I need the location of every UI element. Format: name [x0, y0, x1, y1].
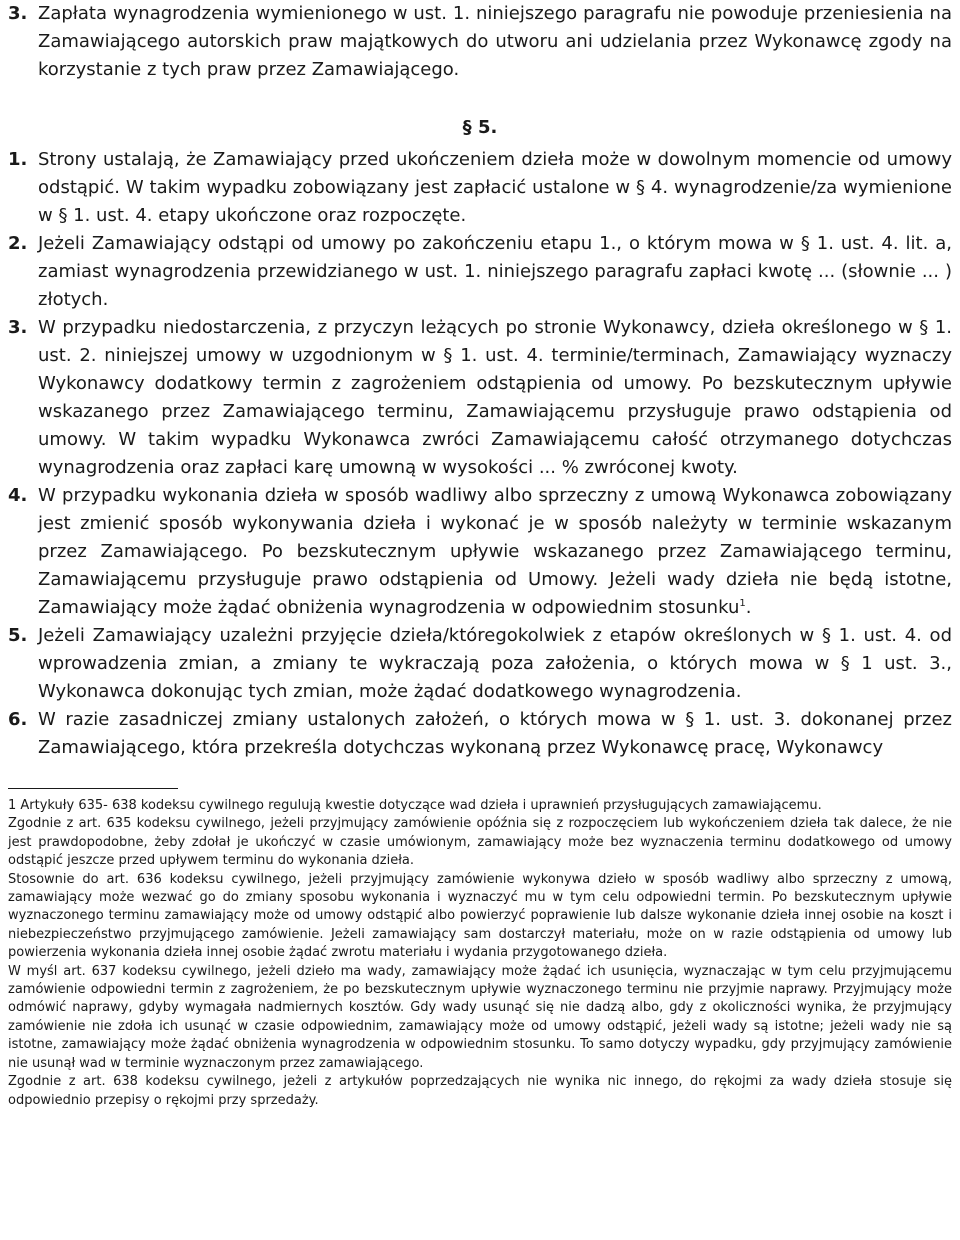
paragraph-text: Jeżeli Zamawiający odstąpi od umowy po zakończeniu etapu 1., o którym mowa w § 1. ust. 4. lit. a, zamiast wynagrodzenia przewidzianego w ust. 1. niniejszego paragrafu zapłaci kwotę ... (słownie ... ) złotych. [38, 233, 952, 310]
footnote-art-636: Stosownie do art. 636 kodeksu cywilnego, jeżeli przyjmujący zamówienie wykonywa dzieło w sposób wadliwy albo sprzeczny z umową, zamawiający może wezwać go do zmiany sposobu wykonania i wyznaczyć mu w tym celu odpowiedni termin. Po bezskutecznym upływie wyznaczonego terminu zamawiający może od umowy odstąpić albo powierzyć poprawienie lub dalsze wykonanie dzieła innej osobie na koszt i niebezpieczeństwo przyjmującego zamówienie. Jeżeli zamawiający sam dostarczył materiału, może on w razie odstąpienia od umowy lub powierzenia wykonania dzieła innej osobie żądać zwrotu materiału i wydania przygotowanego dzieła. [8, 871, 952, 961]
section-paragraph-2 [8, 230, 952, 314]
paragraph-number: 2. [8, 233, 28, 254]
section-heading: § 5. [462, 117, 498, 138]
paragraph-text-wrapper [38, 482, 952, 622]
paragraph-text: W razie zasadniczej zmiany ustalonych założeń, o których mowa w § 1. ust. 3. dokonanej przez Zamawiającego, która przekreśla dotychczas wykonaną przez Wykonawcę pracę, Wykonawcy [38, 709, 952, 758]
footnotes [8, 797, 952, 1110]
paragraph-text: Strony ustalają, że Zamawiający przed ukończeniem dzieła może w dowolnym momencie od umowy odstąpić. W takim wypadku zobowiązany jest zapłacić ustalone w § 4. wynagrodzenie/za wymienione w § 1. ust. 4. etapy ukończone oraz rozpoczęte. [38, 149, 952, 226]
paragraph-3-payment [8, 0, 952, 84]
paragraph-number: 4. [8, 485, 28, 506]
paragraph-number: 1. [8, 149, 28, 170]
paragraph-number: 6. [8, 709, 28, 730]
section-paragraph-4 [8, 482, 952, 622]
footnote-art-635: Zgodnie z art. 635 kodeksu cywilnego, jeżeli przyjmujący zamówienie opóźnia się z rozpoczęciem lub wykończeniem dzieła tak dalece, że nie jest prawdopodobne, żeby zdołał je ukończyć w czasie umówionym, zamawiający może bez wyznaczenia terminu dodatkowego od umowy odstąpić jeszcze przed upływem terminu do wykonania dzieła. [8, 816, 952, 869]
section-paragraph-6 [8, 706, 952, 762]
paragraph-number: 3. [8, 3, 28, 24]
paragraph-number: 5. [8, 625, 28, 646]
footnote-1: 1 Artykuły 635- 638 kodeksu cywilnego regulują kwestie dotyczące wad dzieła i uprawnień przysługujących zamawiającemu. [8, 798, 822, 813]
paragraph-end-punctuation: . [745, 597, 752, 618]
paragraph-number: 3. [8, 317, 28, 338]
paragraph-text: Zapłata wynagrodzenia wymienionego w ust. 1. niniejszego paragrafu nie powoduje przeniesienia na Zamawiającego autorskich praw majątkowych do utworu ani udzielania przez Wykonawcę zgody na korzystanie z tych praw przez Zamawiającego. [38, 3, 952, 80]
section-paragraph-3 [8, 314, 952, 482]
main-text [8, 0, 952, 762]
paragraph-text: W przypadku wykonania dzieła w sposób wadliwy albo sprzeczny z umową Wykonawca zobowiązany jest zmienić sposób wykonywania dzieła i wykonać je w sposób należyty w terminie wskazanym przez Zamawiającego. Po bezskutecznym upływie wskazanego przez Zamawiającego terminu, Zamawiającemu przysługuje prawo odstąpienia od Umowy. Jeżeli wady dzieła nie będą istotne, Zamawiający może żądać obniżenia wynagrodzenia w odpowiednim stosunku [38, 485, 952, 618]
footnote-reference[interactable]: 1 [739, 598, 746, 609]
footnote-art-637: W myśl art. 637 kodeksu cywilnego, jeżeli dzieło ma wady, zamawiający może żądać ich usunięcia, wyznaczając w tym celu przyjmującemu zamówienie odpowiedni termin z zagrożeniem, że po bezskutecznym upływie wyznaczonego terminu nie przyjmie naprawy. Przyjmujący może odmówić naprawy, gdyby wymagała nadmiernych kosztów. Gdy wady usunąć się nie dadzą albo, gdy z okoliczności wynika, że przyjmujący zamówienie nie zdoła ich usunąć w czasie odpowiednim, zamawiający może od umowy odstąpić, jeżeli wady są istotne; jeżeli wady nie są istotne, zamawiający może żądać obniżenia wynagrodzenia w odpowiednim stosunku. To samo dotyczy wypadku, gdy przyjmujący zamówienie nie usunął wad w terminie wyznaczonym przez zamawiającego. [8, 963, 952, 1071]
section-paragraph-5 [8, 622, 952, 706]
paragraph-text: W przypadku niedostarczenia, z przyczyn leżących po stronie Wykonawcy, dzieła określonego w § 1. ust. 2. niniejszej umowy w uzgodnionym w § 1. ust. 4. terminie/terminach, Zamawiający wyznaczy Wykonawcy dodatkowy termin z zagrożeniem odstąpienia od umowy. Po bezskutecznym upływie wskazanego przez Zamawiającego terminu, Zamawiającemu przysługuje prawo odstąpienia od umowy. W takim wypadku Wykonawca zwróci Zamawiającemu całość otrzymanego dotychczas wynagrodzenia oraz zapłaci karę umowną w wysokości ... % zwróconej kwoty. [38, 317, 952, 478]
footnote-separator [8, 788, 178, 789]
paragraph-text: Jeżeli Zamawiający uzależni przyjęcie dzieła/któregokolwiek z etapów określonych w § 1. ust. 4. od wprowadzenia zmian, a zmiany te wykraczają poza założenia, o których mowa w § 1 ust. 3., Wykonawca dokonując tych zmian, może żądać dodatkowego wynagrodzenia. [38, 625, 952, 702]
section-paragraph-1 [8, 146, 952, 230]
footnote-art-638: Zgodnie z art. 638 kodeksu cywilnego, jeżeli z artykułów poprzedzających nie wynika nic innego, do rękojmi za wady dzieła stosuje się odpowiednio przepisy o rękojmi przy sprzedaży. [8, 1074, 952, 1108]
